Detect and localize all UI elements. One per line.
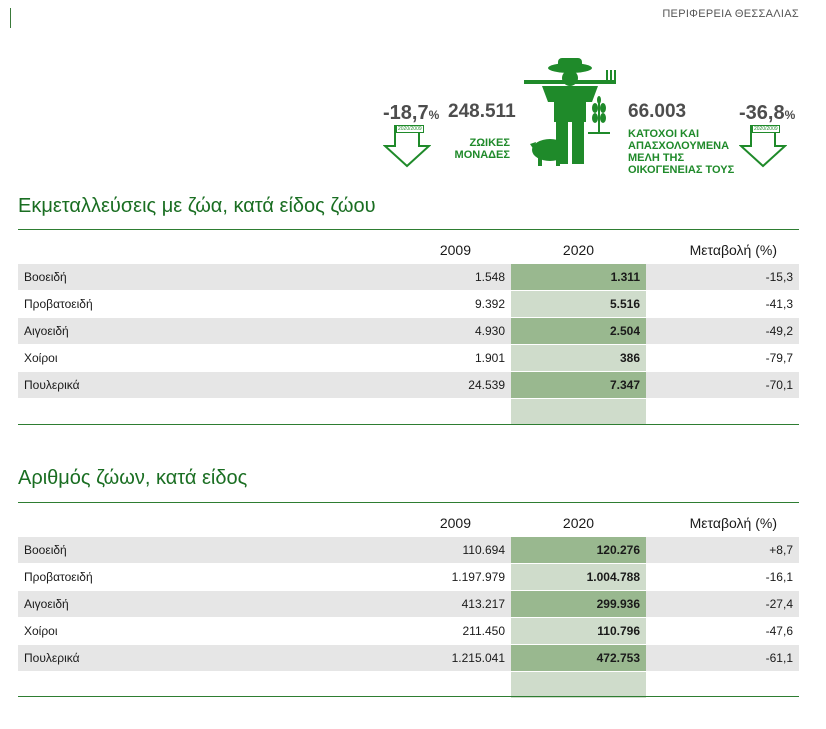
table-spacer-row: [18, 399, 799, 426]
value-2020: 7.347: [511, 372, 646, 399]
farmer-with-pig-icon: [522, 58, 618, 168]
value-2009: 9.392: [398, 291, 511, 318]
value-2009: 110.694: [398, 537, 511, 564]
divider: [18, 696, 799, 697]
table-row: [18, 564, 799, 591]
value-2020: 5.516: [511, 291, 646, 318]
table1-title: Εκμεταλλεύσεις με ζώα, κατά είδος ζώου: [18, 195, 376, 217]
value-change: -27,4: [646, 591, 799, 618]
value-2009: 4.930: [398, 318, 511, 345]
table-row: [18, 291, 799, 318]
table-row: [18, 264, 799, 291]
row-label: Αιγοειδή: [18, 318, 398, 345]
livestock-units-value: 248.511: [448, 101, 516, 122]
value-change: -49,2: [646, 318, 799, 345]
column-header: 2020: [562, 514, 595, 531]
value-change: +8,7: [646, 537, 799, 564]
table-header-row: [18, 236, 799, 264]
table2-title: Αριθμός ζώων, κατά είδος: [18, 467, 248, 489]
animals-table: [18, 509, 799, 698]
table-spacer-row: [18, 672, 799, 699]
value-2020: 386: [511, 345, 646, 372]
value-change: -79,7: [646, 345, 799, 372]
column-header: 2009: [439, 241, 471, 258]
row-label: Προβατοειδή: [18, 291, 398, 318]
divider: [18, 424, 799, 425]
divider: [18, 502, 799, 503]
divider: [18, 229, 799, 230]
holders-value: 66.003: [628, 101, 687, 122]
row-label: Πουλερικά: [18, 372, 398, 399]
row-label: Χοίροι: [18, 345, 398, 372]
column-header: 2009: [439, 514, 471, 531]
value-2020: 1.004.788: [511, 564, 646, 591]
row-label: Βοοειδή: [18, 537, 398, 564]
value-2009: 1.215.041: [398, 645, 511, 672]
value-change: -61,1: [646, 645, 799, 672]
column-header: Μεταβολή (%): [689, 514, 777, 531]
value-2020: 472.753: [511, 645, 646, 672]
table-row: [18, 318, 799, 345]
value-2009: 1.901: [398, 345, 511, 372]
livestock-units-label: ΖΩΙΚΕΣ ΜΟΝΑΔΕΣ: [454, 137, 510, 161]
holders-change-pct: -36,8%: [739, 102, 796, 124]
value-2009: 1.548: [398, 264, 511, 291]
value-2009: 413.217: [398, 591, 511, 618]
table-header-row: [18, 509, 799, 537]
year-tag: 2020/2009: [754, 126, 778, 132]
value-2020: 1.311: [511, 264, 646, 291]
holdings-table: [18, 236, 799, 425]
year-tag: 2020/2009: [398, 126, 422, 132]
table-row: [18, 537, 799, 564]
table-row: [18, 618, 799, 645]
region-name: ΠΕΡΙΦΕΡΕΙΑ ΘΕΣΣΑΛΙΑΣ: [662, 8, 799, 20]
table-row: [18, 345, 799, 372]
column-header: Μεταβολή (%): [689, 241, 777, 258]
livestock-change-pct: -18,7%: [383, 102, 440, 124]
table-row: [18, 645, 799, 672]
value-2020: 120.276: [511, 537, 646, 564]
value-2009: 211.450: [398, 618, 511, 645]
row-label: Προβατοειδή: [18, 564, 398, 591]
row-label: Χοίροι: [18, 618, 398, 645]
value-change: -15,3: [646, 264, 799, 291]
table-row: [18, 372, 799, 399]
value-2009: 24.539: [398, 372, 511, 399]
value-2020: 299.936: [511, 591, 646, 618]
value-change: -70,1: [646, 372, 799, 399]
value-change: -47,6: [646, 618, 799, 645]
row-label: Βοοειδή: [18, 264, 398, 291]
value-change: -41,3: [646, 291, 799, 318]
row-label: Αιγοειδή: [18, 591, 398, 618]
value-2009: 1.197.979: [398, 564, 511, 591]
value-change: -16,1: [646, 564, 799, 591]
row-label: Πουλερικά: [18, 645, 398, 672]
column-header: 2020: [562, 241, 595, 258]
region-header: [10, 8, 799, 28]
value-2020: 110.796: [511, 618, 646, 645]
value-2020: 2.504: [511, 318, 646, 345]
holders-label: ΚΑΤΟΧΟΙ ΚΑΙ ΑΠΑΣΧΟΛΟΥΜΕΝΑ ΜΕΛΗ ΤΗΣ ΟΙΚΟΓΕΝΕΙΑΣ ΤΟΥΣ: [628, 128, 735, 176]
table-row: [18, 591, 799, 618]
